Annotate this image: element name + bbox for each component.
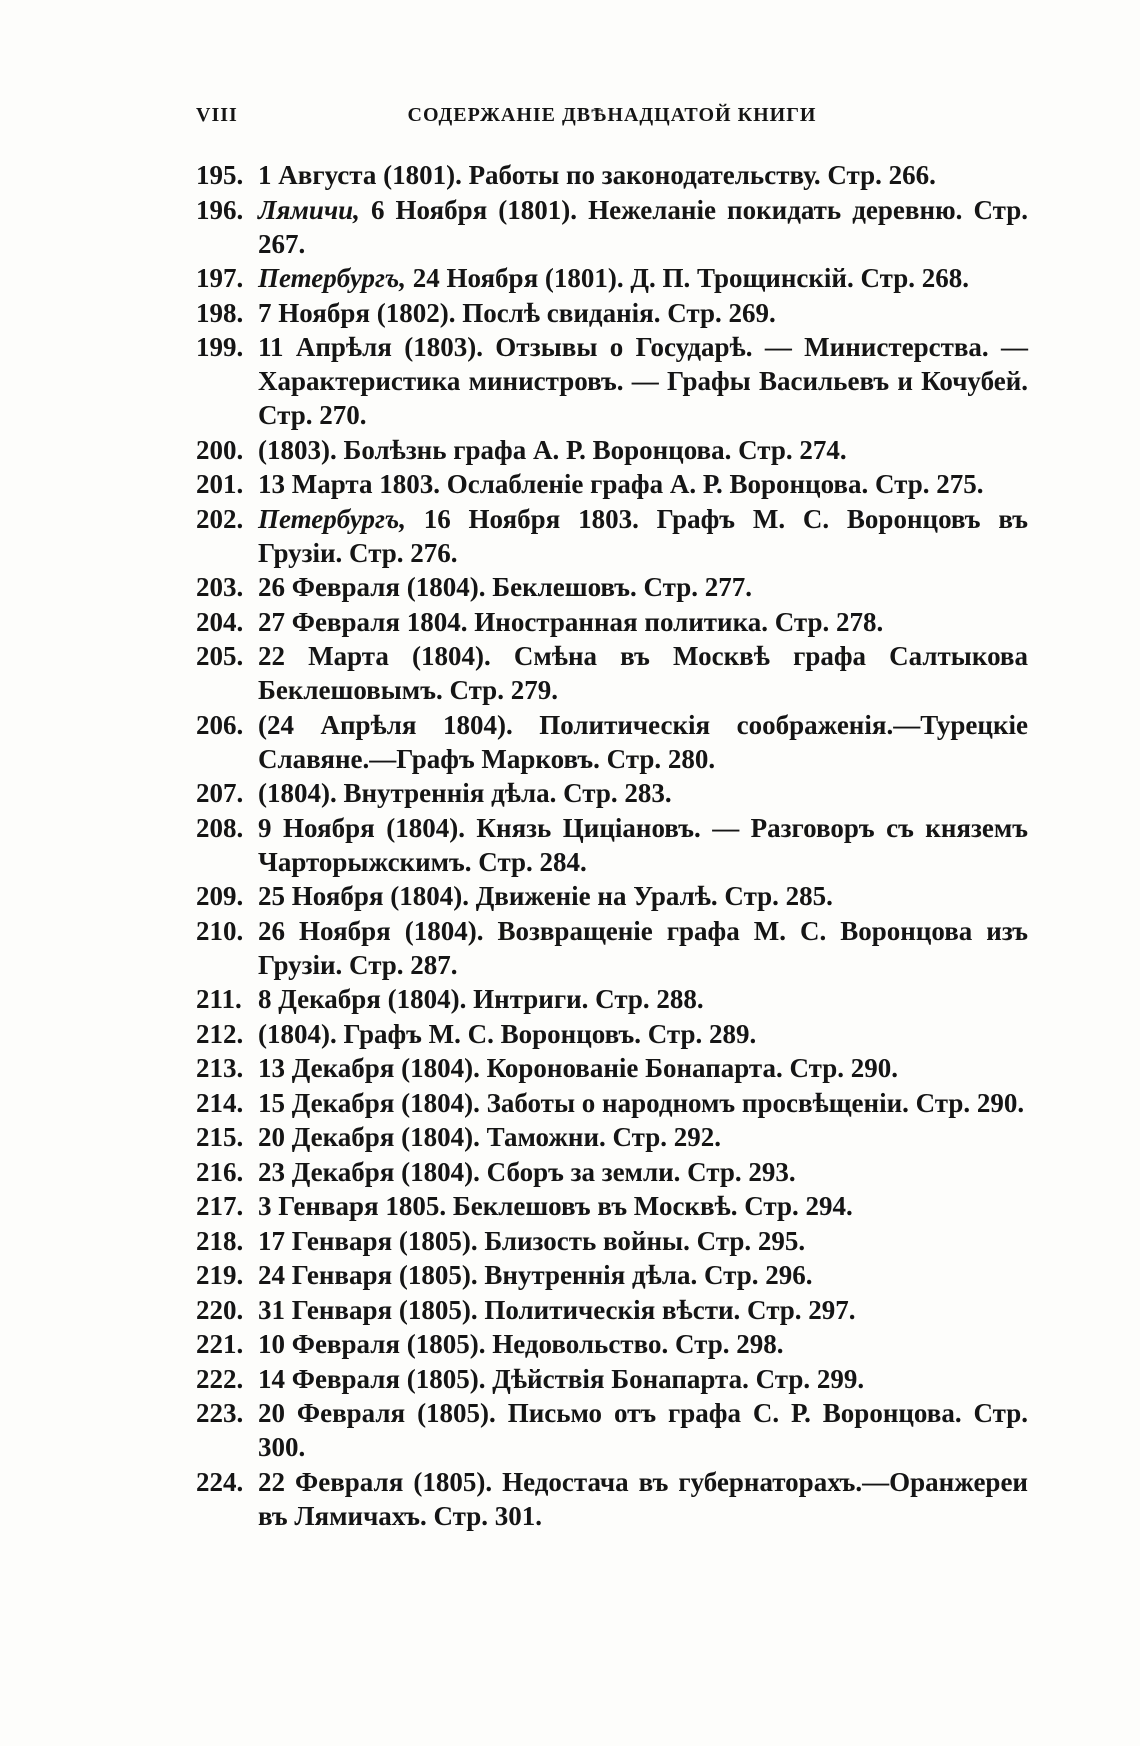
entry-number: 202. [196,503,244,534]
page-number: VIII [196,104,238,126]
entry-text: 13 Марта 1803. Ослабленіе графа А. Р. Воронцова. Стр. 275. [258,469,984,499]
entry-number: 200. [196,434,244,465]
contents-entry [196,982,1028,1016]
contents-entry [196,1396,1028,1464]
entry-number: 214. [196,1087,244,1118]
entry-text: 20 Декабря (1804). Таможни. Стр. 292. [258,1122,722,1152]
entry-place: Петербургъ, [258,263,406,293]
entry-number: 204. [196,606,244,637]
entry-text: 9 Ноября (1804). Князь Цицiановъ. — Разговоръ съ княземъ Чарторыжскимъ. Стр. 284. [258,812,1028,877]
entry-text: 11 Апрѣля (1803). Отзывы о Государѣ. — Министерства. — Характеристика министровъ. — Графы Васильевъ и Кочубей. Стр. 270. [258,332,1028,430]
entry-text: 20 Февраля (1805). Письмо отъ графа С. Р. Воронцова. Стр. 300. [258,1398,1028,1462]
entry-number: 218. [196,1225,244,1256]
entry-text: 24 Генваря (1805). Внутреннія дѣла. Стр. 296. [258,1260,813,1290]
contents-entry [196,1189,1028,1223]
contents-entry [196,1258,1028,1292]
contents-entry [196,708,1028,776]
entry-number: 217. [196,1191,244,1221]
entry-text: 7 Ноября (1802). Послѣ свиданія. Стр. 269. [258,297,776,328]
entry-text: 22 Марта (1804). Смѣна въ Москвѣ графа Салтыкова Беклешовымъ. Стр. 279. [258,641,1028,705]
entry-number: 198. [196,297,244,328]
contents-entry [196,158,1028,192]
contents-entry [196,811,1028,879]
entry-text: 25 Ноября (1804). Движеніе на Уралѣ. Стр. 285. [258,881,833,911]
entry-text: (1804). Графъ М. С. Воронцовъ. Стр. 289. [258,1018,757,1049]
contents-entry [196,776,1028,810]
contents-entry [196,330,1028,432]
entry-number: 211. [196,984,242,1014]
contents-entry [196,193,1028,261]
contents-entry [196,502,1028,570]
entry-number: 199. [196,332,244,362]
contents-entry [196,296,1028,330]
contents-entry [196,1362,1028,1396]
entry-text: 27 Февраля 1804. Иностранная политика. Стр. 278. [258,606,884,637]
contents-entry [196,879,1028,913]
entry-text: 8 Декабря (1804). Интриги. Стр. 288. [258,984,704,1014]
entry-place: Петербургъ, [258,503,406,534]
contents-list [196,158,1028,1533]
entry-number: 196. [196,194,244,225]
entry-text: 13 Декабря (1804). Коронованіе Бонапарта. Стр. 290. [258,1053,899,1083]
entry-number: 208. [196,812,244,843]
contents-entry [196,1051,1028,1085]
entry-text: (24 Апрѣля 1804). Политическія соображенія.—Турецкіе Славяне.—Графъ Марковъ. Стр. 280. [258,709,1028,774]
contents-entry [196,261,1028,295]
entry-place: Лямичи, [258,194,360,225]
entry-text: 1 Августа (1801). Работы по законодательству. Стр. 266. [258,160,936,190]
contents-entry [196,914,1028,982]
entry-number: 212. [196,1018,244,1049]
entry-number: 220. [196,1294,244,1325]
entry-text: 24 Ноября (1801). Д. П. Трощинскій. Стр. 268. [405,263,969,293]
contents-entry [196,570,1028,604]
contents-entry [196,639,1028,707]
entry-text: 22 Февраля (1805). Недостача въ губернаторахъ.—Оранжереи въ Лямичахъ. Стр. 301. [258,1466,1028,1531]
contents-entry [196,1224,1028,1258]
entry-text: 14 Февраля (1805). Дѣйствія Бонапарта. Стр. 299. [258,1363,865,1394]
entry-number: 209. [196,881,244,911]
entry-text: (1804). Внутреннія дѣла. Стр. 283. [258,778,672,808]
entry-number: 221. [196,1329,244,1359]
contents-entry [196,433,1028,467]
contents-entry [196,1293,1028,1327]
entry-number: 222. [196,1363,244,1394]
entry-text: 15 Декабря (1804). Заботы о народномъ просвѣщеніи. Стр. 290. [258,1087,1025,1118]
entry-text: 17 Генваря (1805). Близость войны. Стр. 295. [258,1225,806,1256]
entry-number: 215. [196,1122,244,1152]
entry-number: 201. [196,469,244,499]
entry-text: 16 Ноября 1803. Графъ М. С. Воронцовъ въ Грузіи. Стр. 276. [258,503,1028,568]
entry-text: 26 Февраля (1804). Беклешовъ. Стр. 277. [258,572,753,602]
entry-number: 207. [196,778,244,808]
contents-entry [196,1155,1028,1189]
entry-number: 219. [196,1260,244,1290]
running-title: СОДЕРЖАНІЕ ДВѢНАДЦАТОЙ КНИГИ [407,104,817,126]
contents-entry [196,1120,1028,1154]
entry-number: 224. [196,1466,244,1497]
contents-entry [196,1086,1028,1120]
contents-entry [196,605,1028,639]
entry-number: 197. [196,263,244,293]
entry-number: 223. [196,1398,244,1428]
entry-text: 10 Февраля (1805). Недовольство. Стр. 298. [258,1329,784,1359]
entry-number: 210. [196,915,244,946]
entry-number: 203. [196,572,244,602]
entry-number: 195. [196,160,244,190]
contents-entry [196,467,1028,501]
contents-entry [196,1327,1028,1361]
contents-entry [196,1465,1028,1533]
entry-text: 23 Декабря (1804). Сборъ за земли. Стр. 293. [258,1156,796,1187]
entry-text: 3 Генваря 1805. Беклешовъ въ Москвѣ. Стр. 294. [258,1191,853,1221]
entry-number: 216. [196,1156,244,1187]
entry-text: 6 Ноября (1801). Нежеланіе покидать деревню. Стр. 267. [258,194,1028,259]
entry-text: 26 Ноября (1804). Возвращеніе графа М. С. Воронцова изъ Грузіи. Стр. 287. [258,915,1028,980]
entry-text: 31 Генваря (1805). Политическія вѣсти. Стр. 297. [258,1294,856,1325]
entry-number: 213. [196,1053,244,1083]
entry-number: 206. [196,709,244,740]
entry-text: (1803). Болѣзнь графа А. Р. Воронцова. Стр. 274. [258,434,847,465]
entry-number: 205. [196,641,244,671]
contents-entry [196,1017,1028,1051]
